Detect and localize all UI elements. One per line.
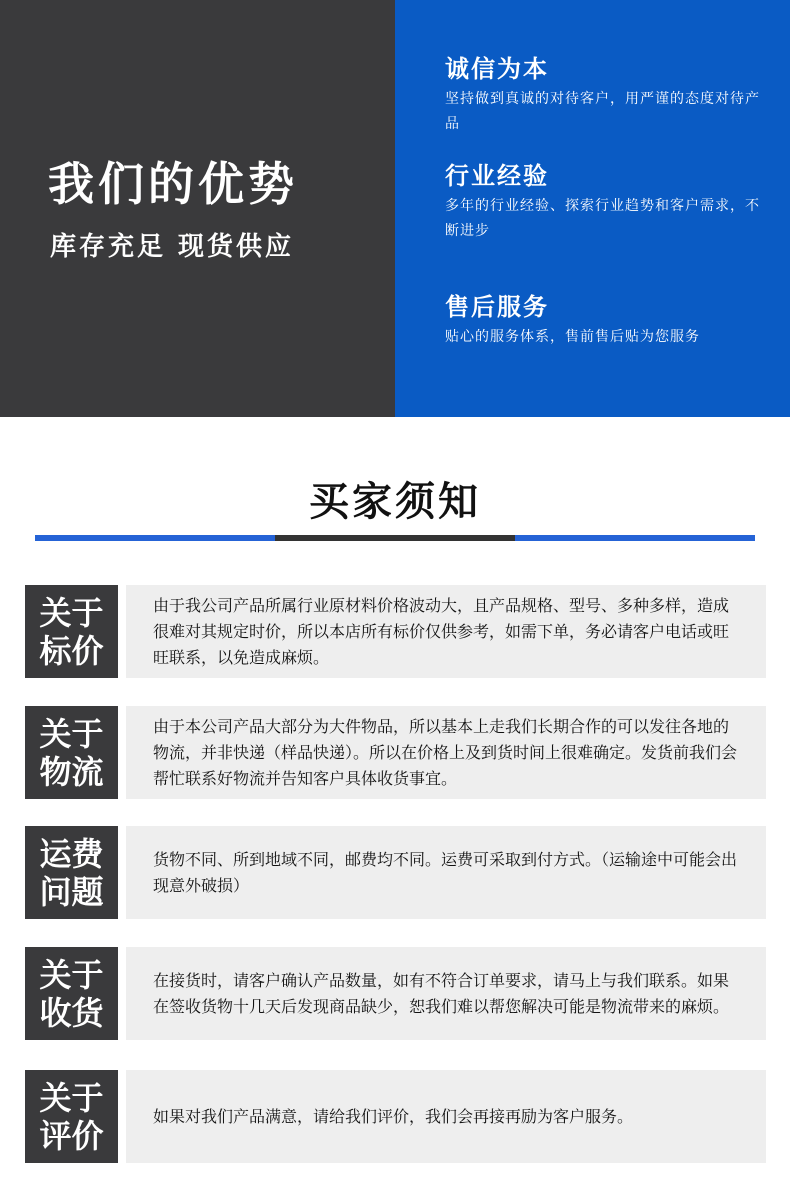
title-divider-right	[515, 535, 755, 541]
notice-label-line-2: 收货	[39, 993, 104, 1032]
notice-text: 由于本公司产品大部分为大件物品，所以基本上走我们长期合作的可以发往各地的物流，并非快递（样品快递）。所以在价格上及到货时间上很难确定。发货前我们会帮忙联系好物流并告知客户具体收货事宜。	[153, 716, 738, 788]
advantage-item	[445, 54, 765, 137]
notice-item-pricing	[25, 585, 766, 678]
advantage-title: 诚信为本	[445, 55, 549, 83]
title-divider-left	[35, 535, 275, 541]
notice-label-line-1: 关于	[39, 1078, 104, 1117]
notice-label-line-1: 运费	[39, 834, 104, 873]
notice-text-box	[126, 947, 766, 1040]
banner-left-panel	[0, 0, 395, 417]
notice-label	[25, 706, 118, 799]
notice-label-line-2: 问题	[39, 872, 104, 911]
advantage-desc: 贴心的服务体系，售前售后贴为您服务	[445, 329, 700, 345]
notice-item-logistics	[25, 706, 766, 799]
advantages-banner	[0, 0, 790, 417]
notice-text-box	[126, 1070, 766, 1163]
notice-item-shipping-fee	[25, 826, 766, 919]
notice-label	[25, 1070, 118, 1163]
advantage-item	[445, 161, 765, 244]
advantage-desc: 多年的行业经验、探索行业趋势和客户需求，不断进步	[445, 198, 760, 239]
notice-text: 货物不同、所到地域不同，邮费均不同。运费可采取到付方式。（运输途中可能会出现意外破损）	[153, 849, 738, 895]
notice-text-box	[126, 706, 766, 799]
notice-text-box	[126, 585, 766, 678]
banner-subtitle: 库存充足 现货供应	[50, 232, 295, 262]
notice-label-line-2: 物流	[39, 752, 104, 791]
notice-label-line-1: 关于	[39, 955, 104, 994]
title-divider-middle	[275, 535, 515, 541]
notice-label	[25, 826, 118, 919]
notice-text: 由于我公司产品所属行业原材料价格波动大，且产品规格、型号、多种多样，造成很难对其规定时价，所以本店所有标价仅供参考，如需下单，务必请客户电话或旺旺联系，以免造成麻烦。	[153, 595, 730, 667]
buyer-notice-title: 买家须知	[309, 479, 481, 525]
notice-label-line-1: 关于	[39, 593, 104, 632]
notice-label	[25, 585, 118, 678]
banner-title: 我们的优势	[48, 157, 298, 211]
notice-label-line-2: 评价	[39, 1116, 104, 1155]
notice-item-receiving	[25, 947, 766, 1040]
notice-label-line-1: 关于	[39, 714, 104, 753]
advantage-item	[445, 292, 765, 350]
notice-text-box	[126, 826, 766, 919]
notice-item-review	[25, 1070, 766, 1163]
notice-label	[25, 947, 118, 1040]
notice-label-line-2: 标价	[39, 631, 104, 670]
advantage-desc: 坚持做到真诚的对待客户，用严谨的态度对待产品	[445, 91, 760, 132]
notice-text: 在接货时，请客户确认产品数量，如有不符合订单要求，请马上与我们联系。如果在签收货物十几天后发现商品缺少，恕我们难以帮您解决可能是物流带来的麻烦。	[153, 970, 730, 1016]
advantage-title: 行业经验	[445, 162, 549, 190]
advantage-title: 售后服务	[445, 293, 549, 321]
notice-text: 如果对我们产品满意，请给我们评价，我们会再接再励为客户服务。	[153, 1106, 634, 1126]
